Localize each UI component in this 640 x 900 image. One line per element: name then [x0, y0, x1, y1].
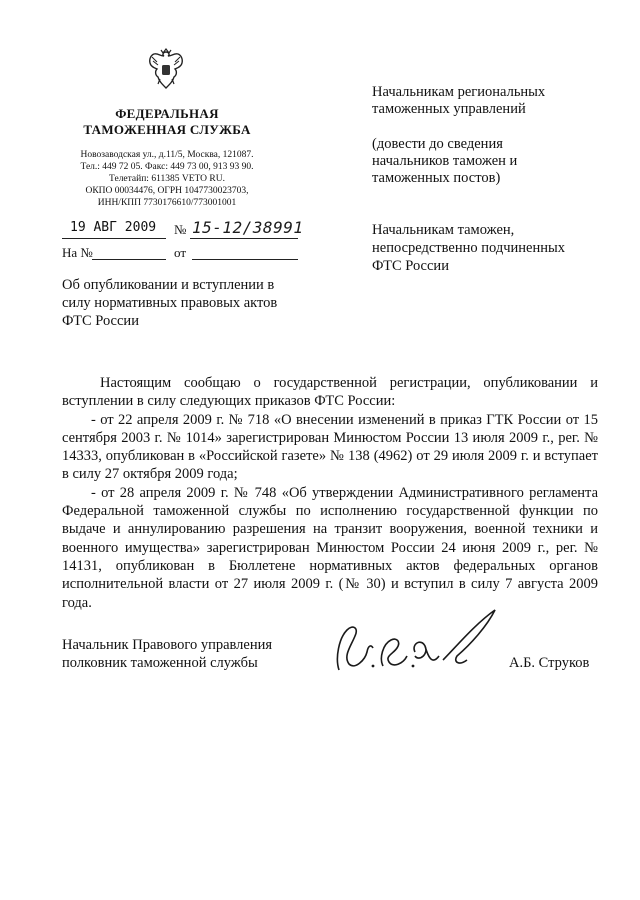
agency-name-line2: ТАМОЖЕННАЯ СЛУЖБА	[83, 122, 251, 137]
signatory-position-line2: полковник таможенной службы	[62, 655, 258, 671]
body-item-order-718: - от 22 апреля 2009 г. № 718 «О внесении изменений в приказ ГТК России от 15 сентября 2003 г. № 1014» зарегистрирован Минюстом России 13 июля 2009 г., рег. № 14333, опубликован в «Российской газете» № 138 (4962) от 29 июля 2009 г. и вступает в силу 27 октября 2009 года;	[62, 411, 598, 483]
subject-line2: силу нормативных правовых актов	[62, 295, 278, 311]
subject-line1: Об опубликовании и вступлении в	[62, 277, 275, 293]
letter-body	[62, 374, 598, 612]
contact-inn-kpp: ИНН/КПП 7730176610/773001001	[97, 198, 237, 208]
agency-name-line1: ФЕДЕРАЛЬНАЯ	[115, 106, 219, 121]
recipient-customs-line3: ФТС России	[372, 258, 449, 274]
date-stamp: 19 АВГ 2009	[70, 220, 157, 235]
body-item-order-748: - от 28 апреля 2009 г. № 748 «Об утверждении Административного регламента Федеральной таможенной службы по исполнению государственной функции по выдаче и аннулированию разрешения на транзит вооружения, военной техники и военного имущества» зарегистрирован Минюстом России 24 июня 2009 г., рег. № 14131, опубликован в Бюллетене нормативных актов федеральных органов исполнительной власти от 27 июля 2009 г. (№ 30) и вступил в силу 7 августа 2009 года.	[62, 484, 598, 611]
recipient-regional-line2: таможенных управлений	[372, 101, 526, 117]
body-intro: Настоящим сообщаю о государственной регистрации, опубликовании и вступлении в силу следующих приказов ФТС России:	[62, 375, 598, 410]
number-underline	[190, 238, 298, 239]
recipient-note-line3: таможенных постов)	[372, 170, 501, 186]
recipient-customs-line2: непосредственно подчиненных	[372, 240, 565, 256]
contact-phone-fax: Тел.: 449 72 05. Факс: 449 73 00, 913 93 90.	[80, 162, 254, 172]
recipient-customs-line1: Начальникам таможен,	[372, 222, 515, 238]
recipient-note-line1: (довести до сведения	[372, 136, 503, 152]
date-underline	[62, 238, 166, 239]
contact-okpo-ogrn: ОКПО 00034476, ОГРН 1047730023703,	[85, 186, 249, 196]
number-label: №	[174, 222, 187, 237]
double-headed-eagle-emblem-icon	[147, 48, 185, 92]
handwritten-signature	[325, 600, 505, 690]
reference-from-label: от	[174, 245, 187, 260]
signatory-position-line1: Начальник Правового управления	[62, 637, 273, 653]
reference-date-line	[192, 259, 298, 260]
handwritten-outgoing-number: 15-12/38991	[192, 218, 304, 237]
recipient-regional-line1: Начальникам региональных	[372, 84, 546, 100]
contact-address: Новозаводская ул., д.11/5, Москва, 121087.	[80, 150, 254, 160]
contact-teletype: Телетайп: 611385 VETO RU.	[109, 174, 225, 184]
signatory-name: А.Б. Струков	[509, 655, 590, 671]
subject-line3: ФТС России	[62, 313, 139, 329]
reference-number-line	[92, 259, 166, 260]
recipient-note-line2: начальников таможен и	[372, 153, 518, 169]
reference-label: На №	[62, 245, 93, 260]
